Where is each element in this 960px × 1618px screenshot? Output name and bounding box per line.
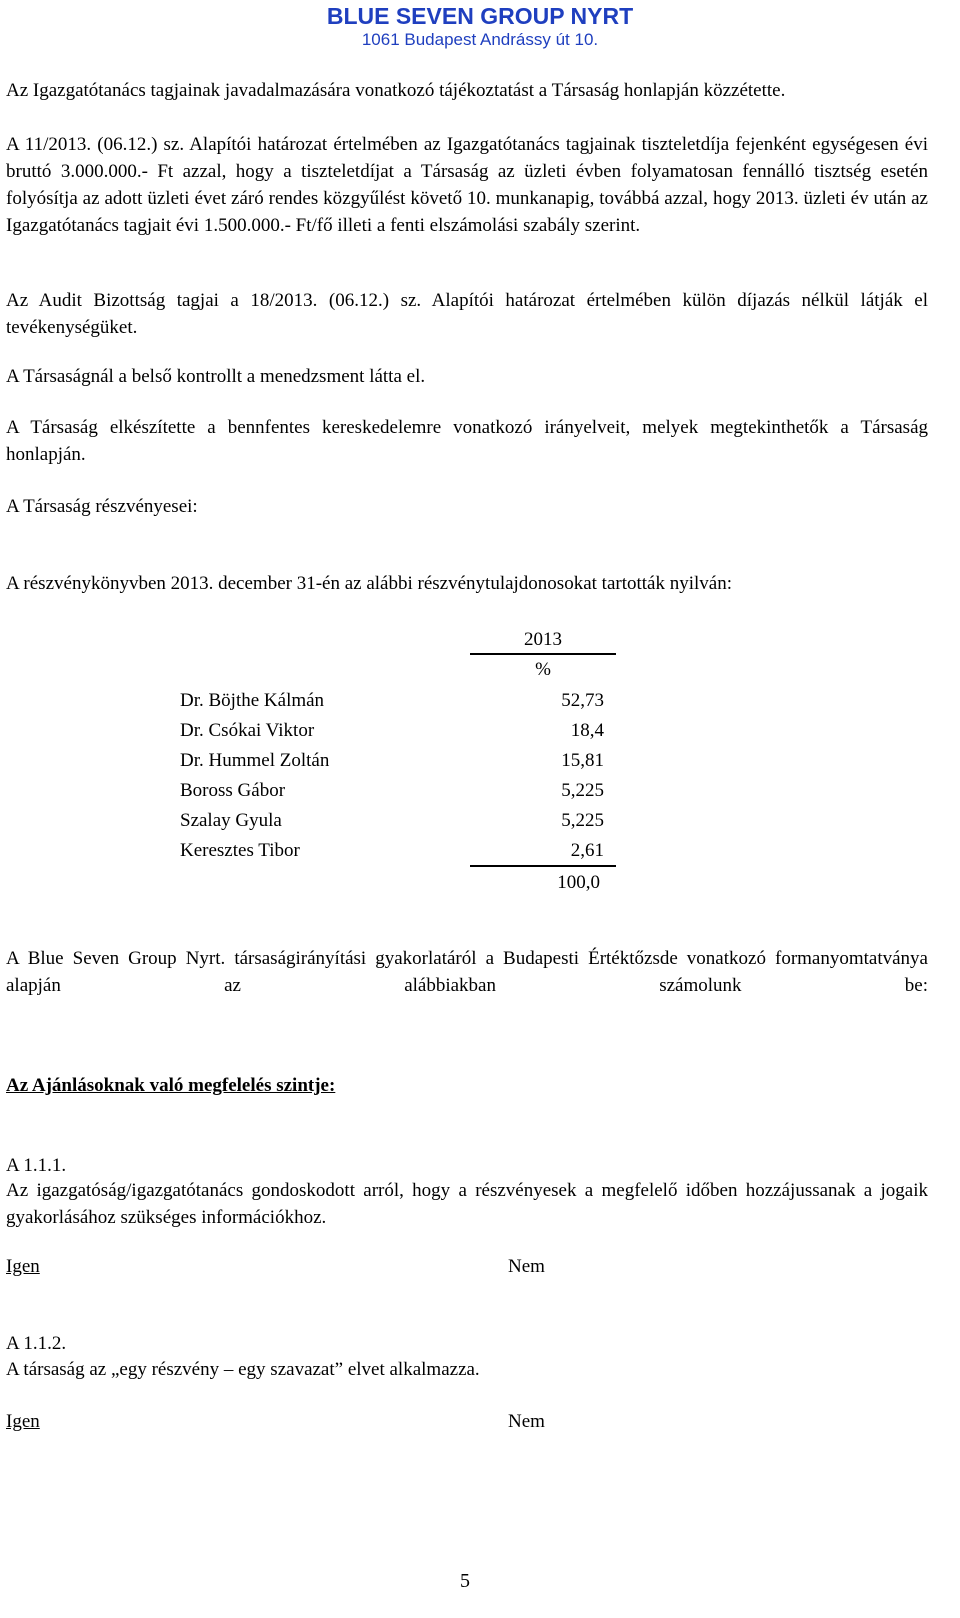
shareholder-name: Szalay Gyula — [180, 810, 282, 831]
paragraph-share-register: A részvénykönyvben 2013. december 31-én az alábbi részvénytulajdonosokat tartották nyilván: — [6, 573, 732, 594]
paragraph-insider-trading: A Társaság elkészítette a bennfentes kereskedelemre vonatkozó irányelveit, melyek megtekinthetők a Társaság honlapján. — [6, 417, 928, 465]
shareholder-name: Keresztes Tibor — [180, 840, 300, 861]
shareholder-name: Boross Gábor — [180, 780, 286, 801]
shareholder-percent: 5,225 — [561, 780, 604, 801]
table-total-rule — [470, 865, 616, 867]
table-row — [180, 746, 620, 776]
shareholder-name: Dr. Hummel Zoltán — [180, 750, 330, 771]
shareholder-percent: 15,81 — [561, 750, 604, 771]
answer-yes: Igen — [6, 1256, 40, 1277]
table-row — [180, 716, 620, 746]
table-row — [180, 836, 620, 866]
item-code: A 1.1.2. — [6, 1333, 67, 1354]
table-row — [180, 776, 620, 806]
item-text: Az igazgatóság/igazgatótanács gondoskodott arról, hogy a részvényesek a megfelelő időben hozzájussanak a jogaik gyakorlásához szükséges információkhoz. — [6, 1180, 928, 1228]
shareholder-percent: 52,73 — [561, 690, 604, 711]
answer-no: Nem — [508, 1256, 545, 1277]
paragraph-board-fees: A 11/2013. (06.12.) sz. Alapítói határozat értelmében az Igazgatótanács tagjainak tiszteletdíja fejenként egységesen évi bruttó 3.000.000.- Ft azzal, hogy a tiszteletdíjat a Társaság az üzleti évben folyamatosan fennálló tisztség esetén folyósítja az adott üzleti évet záró rendes közgyűlést követő 10. munkanapig, továbbá azzal, hogy 2013. üzleti év után az Igazgatótanács tagjait évi 1.500.000.- Ft/fő illeti a fenti elszámolási szabály szerint. — [6, 134, 928, 236]
shareholder-name: Dr. Böjthe Kálmán — [180, 690, 325, 711]
paragraph-remuneration-info: Az Igazgatótanács tagjainak javadalmazására vonatkozó tájékoztatást a Társaság honlapján közzétette. — [6, 80, 786, 101]
paragraph-audit-committee: Az Audit Bizottság tagjai a 18/2013. (06.12.) sz. Alapítói határozat értelmében külön díjazás nélkül látják el tevékenységüket. — [6, 290, 928, 338]
paragraph-shareholders-title: A Társaság részvényesei: — [6, 496, 198, 517]
answer-yes: Igen — [6, 1411, 40, 1432]
table-year-header: 2013 — [470, 626, 616, 655]
item-text: A társaság az „egy részvény – egy szavazat” elvet alkalmazza. — [6, 1359, 480, 1380]
table-row — [180, 806, 620, 836]
shareholder-percent: 2,61 — [570, 840, 604, 861]
table-row — [180, 686, 620, 716]
paragraph-governance-intro: A Blue Seven Group Nyrt. társaságirányítási gyakorlatáról a Budapesti Értéktőzsde vonatkozó formanyomtatványa alapján az alábbiakban számolunk be: — [6, 948, 928, 996]
page-number: 5 — [460, 1570, 470, 1592]
company-name: BLUE SEVEN GROUP NYRT — [326, 3, 634, 29]
paragraph-internal-control: A Társaságnál a belső kontrollt a menedzsment látta el. — [6, 366, 426, 387]
shareholder-name: Dr. Csókai Viktor — [180, 720, 315, 741]
table-unit-header: % — [535, 659, 551, 680]
item-code: A 1.1.1. — [6, 1155, 67, 1176]
document-header — [0, 2, 960, 50]
company-address: 1061 Budapest Andrássy út 10. — [361, 30, 599, 49]
shareholder-percent: 5,225 — [561, 810, 604, 831]
table-total: 100,0 — [557, 872, 600, 893]
shareholder-percent: 18,4 — [570, 720, 604, 741]
answer-no: Nem — [508, 1411, 545, 1432]
section-heading: Az Ajánlásoknak való megfelelés szintje: — [6, 1075, 336, 1096]
